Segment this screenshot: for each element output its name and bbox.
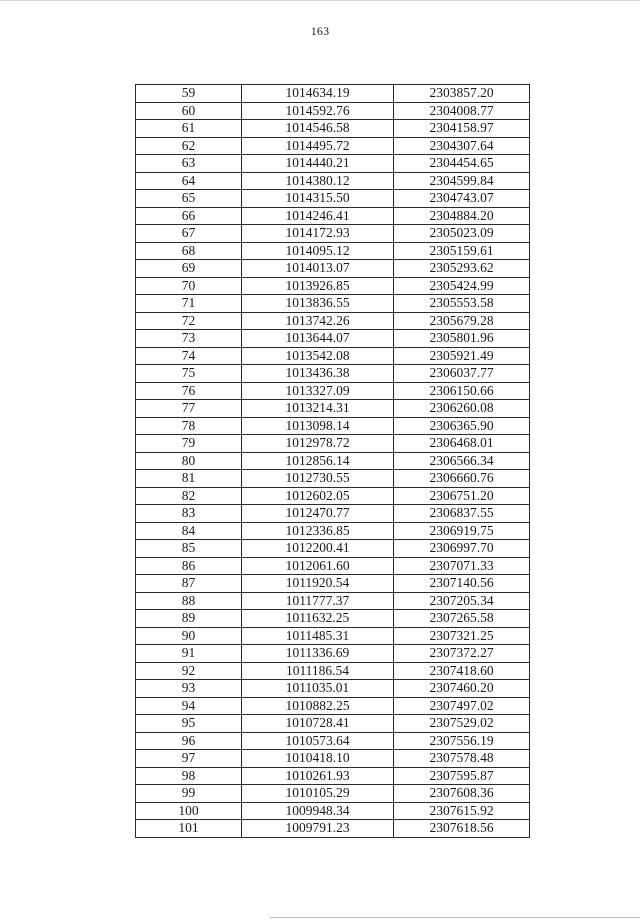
y-coordinate-cell: 2306919.75 bbox=[394, 522, 530, 540]
y-coordinate-cell: 2306260.08 bbox=[394, 400, 530, 418]
table-row bbox=[136, 697, 530, 715]
x-coordinate-cell: 1009948.34 bbox=[242, 802, 394, 820]
y-coordinate-cell: 2307618.56 bbox=[394, 820, 530, 838]
x-coordinate-cell: 1012336.85 bbox=[242, 522, 394, 540]
point-number-cell: 93 bbox=[136, 680, 242, 698]
point-number-cell: 99 bbox=[136, 785, 242, 803]
y-coordinate-cell: 2304884.20 bbox=[394, 207, 530, 225]
table-row bbox=[136, 732, 530, 750]
table-row bbox=[136, 680, 530, 698]
x-coordinate-cell: 1011186.54 bbox=[242, 662, 394, 680]
y-coordinate-cell: 2307205.34 bbox=[394, 592, 530, 610]
y-coordinate-cell: 2305424.99 bbox=[394, 277, 530, 295]
point-number-cell: 101 bbox=[136, 820, 242, 838]
y-coordinate-cell: 2305921.49 bbox=[394, 347, 530, 365]
table-row bbox=[136, 295, 530, 313]
x-coordinate-cell: 1012061.60 bbox=[242, 557, 394, 575]
y-coordinate-cell: 2305801.96 bbox=[394, 330, 530, 348]
table-row bbox=[136, 557, 530, 575]
point-number-cell: 70 bbox=[136, 277, 242, 295]
point-number-cell: 97 bbox=[136, 750, 242, 768]
point-number-cell: 66 bbox=[136, 207, 242, 225]
point-number-cell: 69 bbox=[136, 260, 242, 278]
y-coordinate-cell: 2307418.60 bbox=[394, 662, 530, 680]
point-number-cell: 64 bbox=[136, 172, 242, 190]
y-coordinate-cell: 2306997.70 bbox=[394, 540, 530, 558]
y-coordinate-cell: 2305023.09 bbox=[394, 225, 530, 243]
x-coordinate-cell: 1013436.38 bbox=[242, 365, 394, 383]
page-top-edge bbox=[0, 0, 640, 1]
table-row bbox=[136, 435, 530, 453]
y-coordinate-cell: 2304599.84 bbox=[394, 172, 530, 190]
x-coordinate-cell: 1012856.14 bbox=[242, 452, 394, 470]
point-number-cell: 89 bbox=[136, 610, 242, 628]
coordinates-table bbox=[135, 84, 530, 838]
table-row bbox=[136, 137, 530, 155]
x-coordinate-cell: 1010261.93 bbox=[242, 767, 394, 785]
x-coordinate-cell: 1014246.41 bbox=[242, 207, 394, 225]
x-coordinate-cell: 1014495.72 bbox=[242, 137, 394, 155]
table-row bbox=[136, 470, 530, 488]
table-row bbox=[136, 85, 530, 103]
table-row bbox=[136, 522, 530, 540]
table-row bbox=[136, 190, 530, 208]
table-row bbox=[136, 207, 530, 225]
point-number-cell: 100 bbox=[136, 802, 242, 820]
page-bottom-edge bbox=[270, 917, 640, 918]
y-coordinate-cell: 2307578.48 bbox=[394, 750, 530, 768]
y-coordinate-cell: 2304158.97 bbox=[394, 120, 530, 138]
point-number-cell: 96 bbox=[136, 732, 242, 750]
point-number-cell: 65 bbox=[136, 190, 242, 208]
y-coordinate-cell: 2306660.76 bbox=[394, 470, 530, 488]
table-row bbox=[136, 452, 530, 470]
y-coordinate-cell: 2304307.64 bbox=[394, 137, 530, 155]
x-coordinate-cell: 1014013.07 bbox=[242, 260, 394, 278]
table-row bbox=[136, 662, 530, 680]
x-coordinate-cell: 1014634.19 bbox=[242, 85, 394, 103]
point-number-cell: 67 bbox=[136, 225, 242, 243]
x-coordinate-cell: 1013742.26 bbox=[242, 312, 394, 330]
table-row bbox=[136, 645, 530, 663]
x-coordinate-cell: 1012730.55 bbox=[242, 470, 394, 488]
y-coordinate-cell: 2307529.02 bbox=[394, 715, 530, 733]
point-number-cell: 72 bbox=[136, 312, 242, 330]
x-coordinate-cell: 1011336.69 bbox=[242, 645, 394, 663]
point-number-cell: 75 bbox=[136, 365, 242, 383]
y-coordinate-cell: 2305553.58 bbox=[394, 295, 530, 313]
x-coordinate-cell: 1012200.41 bbox=[242, 540, 394, 558]
table-row bbox=[136, 750, 530, 768]
table-row bbox=[136, 505, 530, 523]
x-coordinate-cell: 1011920.54 bbox=[242, 575, 394, 593]
point-number-cell: 61 bbox=[136, 120, 242, 138]
table-row bbox=[136, 487, 530, 505]
x-coordinate-cell: 1012602.05 bbox=[242, 487, 394, 505]
y-coordinate-cell: 2307321.25 bbox=[394, 627, 530, 645]
point-number-cell: 68 bbox=[136, 242, 242, 260]
y-coordinate-cell: 2304008.77 bbox=[394, 102, 530, 120]
x-coordinate-cell: 1010728.41 bbox=[242, 715, 394, 733]
point-number-cell: 88 bbox=[136, 592, 242, 610]
y-coordinate-cell: 2307497.02 bbox=[394, 697, 530, 715]
x-coordinate-cell: 1011035.01 bbox=[242, 680, 394, 698]
table-row bbox=[136, 120, 530, 138]
x-coordinate-cell: 1013644.07 bbox=[242, 330, 394, 348]
x-coordinate-cell: 1014095.12 bbox=[242, 242, 394, 260]
point-number-cell: 95 bbox=[136, 715, 242, 733]
table-row bbox=[136, 592, 530, 610]
y-coordinate-cell: 2306150.66 bbox=[394, 382, 530, 400]
y-coordinate-cell: 2306566.34 bbox=[394, 452, 530, 470]
point-number-cell: 82 bbox=[136, 487, 242, 505]
y-coordinate-cell: 2307265.58 bbox=[394, 610, 530, 628]
table-row bbox=[136, 785, 530, 803]
x-coordinate-cell: 1010105.29 bbox=[242, 785, 394, 803]
point-number-cell: 62 bbox=[136, 137, 242, 155]
point-number-cell: 90 bbox=[136, 627, 242, 645]
y-coordinate-cell: 2306365.90 bbox=[394, 417, 530, 435]
table-row bbox=[136, 400, 530, 418]
y-coordinate-cell: 2305679.28 bbox=[394, 312, 530, 330]
y-coordinate-cell: 2305293.62 bbox=[394, 260, 530, 278]
y-coordinate-cell: 2305159.61 bbox=[394, 242, 530, 260]
x-coordinate-cell: 1013926.85 bbox=[242, 277, 394, 295]
y-coordinate-cell: 2304454.65 bbox=[394, 155, 530, 173]
page-number: 163 bbox=[310, 24, 330, 38]
point-number-cell: 86 bbox=[136, 557, 242, 575]
point-number-cell: 59 bbox=[136, 85, 242, 103]
coordinates-table-body bbox=[136, 85, 530, 838]
table-row bbox=[136, 715, 530, 733]
x-coordinate-cell: 1011777.37 bbox=[242, 592, 394, 610]
point-number-cell: 91 bbox=[136, 645, 242, 663]
table-row bbox=[136, 820, 530, 838]
point-number-cell: 74 bbox=[136, 347, 242, 365]
table-row bbox=[136, 382, 530, 400]
y-coordinate-cell: 2307372.27 bbox=[394, 645, 530, 663]
table-row bbox=[136, 365, 530, 383]
point-number-cell: 63 bbox=[136, 155, 242, 173]
y-coordinate-cell: 2306837.55 bbox=[394, 505, 530, 523]
x-coordinate-cell: 1010882.25 bbox=[242, 697, 394, 715]
point-number-cell: 78 bbox=[136, 417, 242, 435]
point-number-cell: 60 bbox=[136, 102, 242, 120]
x-coordinate-cell: 1012470.77 bbox=[242, 505, 394, 523]
point-number-cell: 85 bbox=[136, 540, 242, 558]
y-coordinate-cell: 2306751.20 bbox=[394, 487, 530, 505]
point-number-cell: 73 bbox=[136, 330, 242, 348]
x-coordinate-cell: 1013836.55 bbox=[242, 295, 394, 313]
table-row bbox=[136, 330, 530, 348]
point-number-cell: 83 bbox=[136, 505, 242, 523]
point-number-cell: 87 bbox=[136, 575, 242, 593]
y-coordinate-cell: 2307608.36 bbox=[394, 785, 530, 803]
y-coordinate-cell: 2307460.20 bbox=[394, 680, 530, 698]
table-row bbox=[136, 347, 530, 365]
x-coordinate-cell: 1013327.09 bbox=[242, 382, 394, 400]
x-coordinate-cell: 1013542.08 bbox=[242, 347, 394, 365]
table-row bbox=[136, 172, 530, 190]
x-coordinate-cell: 1010573.64 bbox=[242, 732, 394, 750]
x-coordinate-cell: 1014440.21 bbox=[242, 155, 394, 173]
y-coordinate-cell: 2303857.20 bbox=[394, 85, 530, 103]
table-row bbox=[136, 610, 530, 628]
x-coordinate-cell: 1013214.31 bbox=[242, 400, 394, 418]
table-row bbox=[136, 417, 530, 435]
y-coordinate-cell: 2307556.19 bbox=[394, 732, 530, 750]
point-number-cell: 77 bbox=[136, 400, 242, 418]
table-row bbox=[136, 802, 530, 820]
table-row bbox=[136, 102, 530, 120]
table-row bbox=[136, 540, 530, 558]
table-row bbox=[136, 155, 530, 173]
x-coordinate-cell: 1011485.31 bbox=[242, 627, 394, 645]
y-coordinate-cell: 2306468.01 bbox=[394, 435, 530, 453]
point-number-cell: 80 bbox=[136, 452, 242, 470]
y-coordinate-cell: 2307140.56 bbox=[394, 575, 530, 593]
x-coordinate-cell: 1010418.10 bbox=[242, 750, 394, 768]
point-number-cell: 79 bbox=[136, 435, 242, 453]
point-number-cell: 94 bbox=[136, 697, 242, 715]
table-row bbox=[136, 575, 530, 593]
x-coordinate-cell: 1014172.93 bbox=[242, 225, 394, 243]
point-number-cell: 76 bbox=[136, 382, 242, 400]
y-coordinate-cell: 2304743.07 bbox=[394, 190, 530, 208]
x-coordinate-cell: 1009791.23 bbox=[242, 820, 394, 838]
point-number-cell: 81 bbox=[136, 470, 242, 488]
y-coordinate-cell: 2307595.87 bbox=[394, 767, 530, 785]
x-coordinate-cell: 1012978.72 bbox=[242, 435, 394, 453]
x-coordinate-cell: 1014315.50 bbox=[242, 190, 394, 208]
y-coordinate-cell: 2307071.33 bbox=[394, 557, 530, 575]
point-number-cell: 92 bbox=[136, 662, 242, 680]
table-row bbox=[136, 260, 530, 278]
x-coordinate-cell: 1013098.14 bbox=[242, 417, 394, 435]
table-row bbox=[136, 627, 530, 645]
x-coordinate-cell: 1014380.12 bbox=[242, 172, 394, 190]
y-coordinate-cell: 2306037.77 bbox=[394, 365, 530, 383]
point-number-cell: 71 bbox=[136, 295, 242, 313]
point-number-cell: 84 bbox=[136, 522, 242, 540]
x-coordinate-cell: 1014592.76 bbox=[242, 102, 394, 120]
table-row bbox=[136, 277, 530, 295]
x-coordinate-cell: 1014546.58 bbox=[242, 120, 394, 138]
table-row bbox=[136, 767, 530, 785]
y-coordinate-cell: 2307615.92 bbox=[394, 802, 530, 820]
x-coordinate-cell: 1011632.25 bbox=[242, 610, 394, 628]
table-row bbox=[136, 225, 530, 243]
table-row bbox=[136, 312, 530, 330]
point-number-cell: 98 bbox=[136, 767, 242, 785]
table-row bbox=[136, 242, 530, 260]
